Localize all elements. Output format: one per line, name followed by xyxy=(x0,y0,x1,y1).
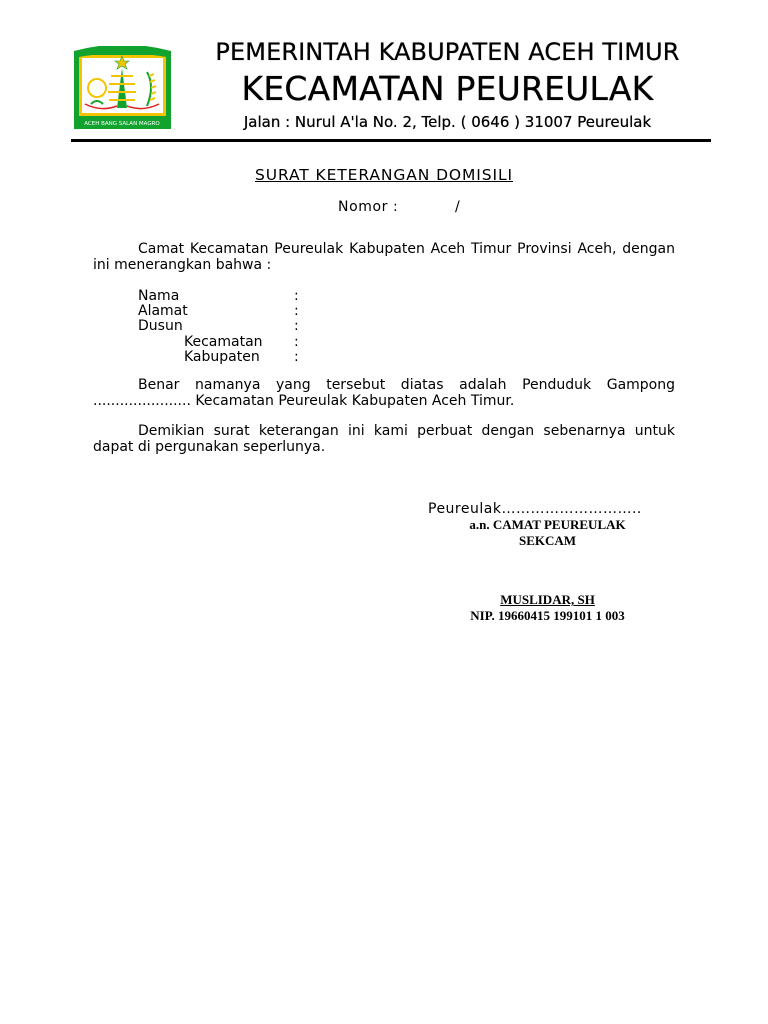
field-label-kecamatan: Kecamatan xyxy=(184,334,263,350)
field-colon: : xyxy=(294,318,299,334)
field-colon: : xyxy=(294,349,299,365)
signatory-nip: NIP. 19660415 199101 1 003 xyxy=(470,608,625,623)
opening-paragraph: Camat Kecamatan Peureulak Kabupaten Aceh Timur Provinsi Aceh, dengan ini menerangkan bahwa : xyxy=(93,241,675,273)
number-label: Nomor : xyxy=(338,199,399,215)
signature-place-date: Peureulak……………………….. xyxy=(428,501,642,517)
field-colon: : xyxy=(294,303,299,319)
closing-paragraph: Demikian surat keterangan ini kami perbuat dengan sebenarnya untuk dapat di pergunakan seperlunya. xyxy=(93,423,675,455)
field-colon: : xyxy=(294,334,299,350)
logo-ribbon-text: ACEH BANG SALAN MAGRO xyxy=(84,121,160,127)
regency-logo xyxy=(71,46,174,137)
number-separator: / xyxy=(455,199,460,215)
document-title: SURAT KETERANGAN DOMISILI xyxy=(254,166,513,184)
field-label-nama: Nama xyxy=(138,288,180,304)
field-colon: : xyxy=(294,288,299,304)
field-label-kabupaten: Kabupaten xyxy=(184,349,260,365)
signature-position: SEKCAM xyxy=(518,533,577,548)
letterhead-divider xyxy=(71,139,711,142)
signatory-name: MUSLIDAR, SH xyxy=(500,592,595,607)
statement-paragraph: Benar namanya yang tersebut diatas adalah Penduduk Gampong ...................... Kecamatan Peureulak Kabupaten Aceh Timur. xyxy=(93,377,675,409)
signature-on-behalf: a.n. CAMAT PEUREULAK xyxy=(469,517,626,532)
field-label-alamat: Alamat xyxy=(138,303,188,319)
field-label-dusun: Dusun xyxy=(138,318,183,334)
government-name: PEMERINTAH KABUPATEN ACEH TIMUR xyxy=(215,38,680,66)
office-address: Jalan : Nurul A'la No. 2, Telp. ( 0646 ) 31007 Peureulak xyxy=(243,113,652,131)
office-name: KECAMATAN PEUREULAK xyxy=(241,69,654,108)
